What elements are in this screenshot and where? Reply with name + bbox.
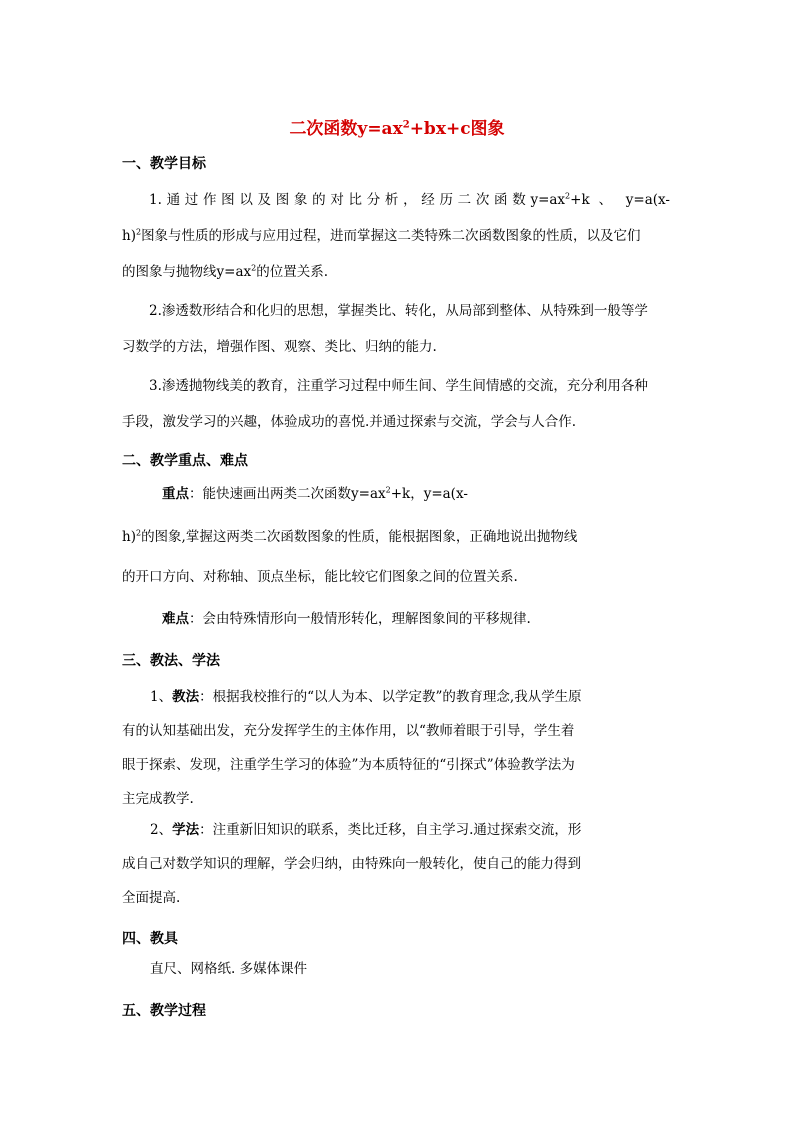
- tools-text: 直尺、网格纸. 多媒体课件: [150, 961, 308, 977]
- objective-1-line-1: 1.通过作图以及图象的对比分析，经历二次函数$y=ax^2+k$ 、 y=a(x-: [149, 191, 670, 208]
- document-title: [0, 114, 794, 139]
- objective-1-line-3: 的图象与抛物线$y=ax^2$的位置关系.: [122, 263, 328, 280]
- section-heading-key-points: 二、教学重点、难点: [122, 453, 248, 469]
- section-heading-methods: 三、教法、学法: [122, 653, 220, 669]
- teaching-method-line-1: 1、教法：根据我校推行的“以人为本、以学定教”的教育理念,我从学生原: [150, 689, 582, 705]
- section-heading-process: 五、教学过程: [122, 1003, 206, 1019]
- key-point-line-3: 的开口方向、对称轴、顶点坐标，能比较它们图象之间的位置关系.: [122, 569, 518, 585]
- key-point-line-2: h)$^2$的图象,掌握这两类二次函数图象的性质，能根据图象，正确地说出抛物线: [122, 528, 578, 545]
- objective-1-line-2: h)$^2$图象与性质的形成与应用过程，进而掌握这二类特殊二次函数图象的性质，以及它们: [122, 227, 641, 244]
- teaching-method-line-2: 有的认知基础出发，充分发挥学生的主体作用，以“教师着眼于引导，学生着: [122, 723, 575, 739]
- title-superscript: 2: [402, 119, 410, 131]
- objective-2-line-1: 2.渗透数形结合和化归的思想，掌握类比、转化，从局部到整体、从特殊到一般等学: [149, 303, 648, 319]
- objective-3-line-1: 3.渗透抛物线美的教育，注重学习过程中师生间、学生间情感的交流，充分利用各种: [149, 378, 648, 394]
- section-heading-objectives: 一、教学目标: [122, 156, 206, 172]
- title-text-tail: +bx+c图象: [409, 119, 505, 139]
- teaching-method-line-4: 主完成教学.: [122, 791, 194, 807]
- difficulty-line: 难点：会由特殊情形向一般情形转化，理解图象间的平移规律.: [162, 611, 531, 627]
- key-point-line-1: 重点：能快速画出两类二次函数$y=ax^2+k$，y=a(x-: [162, 485, 468, 502]
- learning-method-line-2: 成自己对数学知识的理解，学会归纳，由特殊向一般转化，使自己的能力得到: [122, 856, 581, 872]
- learning-method-line-1: 2、学法：注重新旧知识的联系，类比迁移，自主学习.通过探索交流，形: [150, 822, 582, 838]
- teaching-method-line-3: 眼于探索、发现，注重学生学习的体验”为本质特征的“引探式”体验教学法为: [122, 757, 575, 773]
- objective-2-line-2: 习数学的方法，增强作图、观察、类比、归纳的能力.: [122, 339, 437, 355]
- title-text: 二次函数y=ax: [289, 119, 403, 139]
- objective-3-line-2: 手段，激发学习的兴趣，体验成功的喜悦.并通过探索与交流，学会与人合作.: [122, 414, 577, 430]
- section-heading-tools: 四、教具: [122, 931, 178, 947]
- learning-method-line-3: 全面提高.: [122, 890, 181, 906]
